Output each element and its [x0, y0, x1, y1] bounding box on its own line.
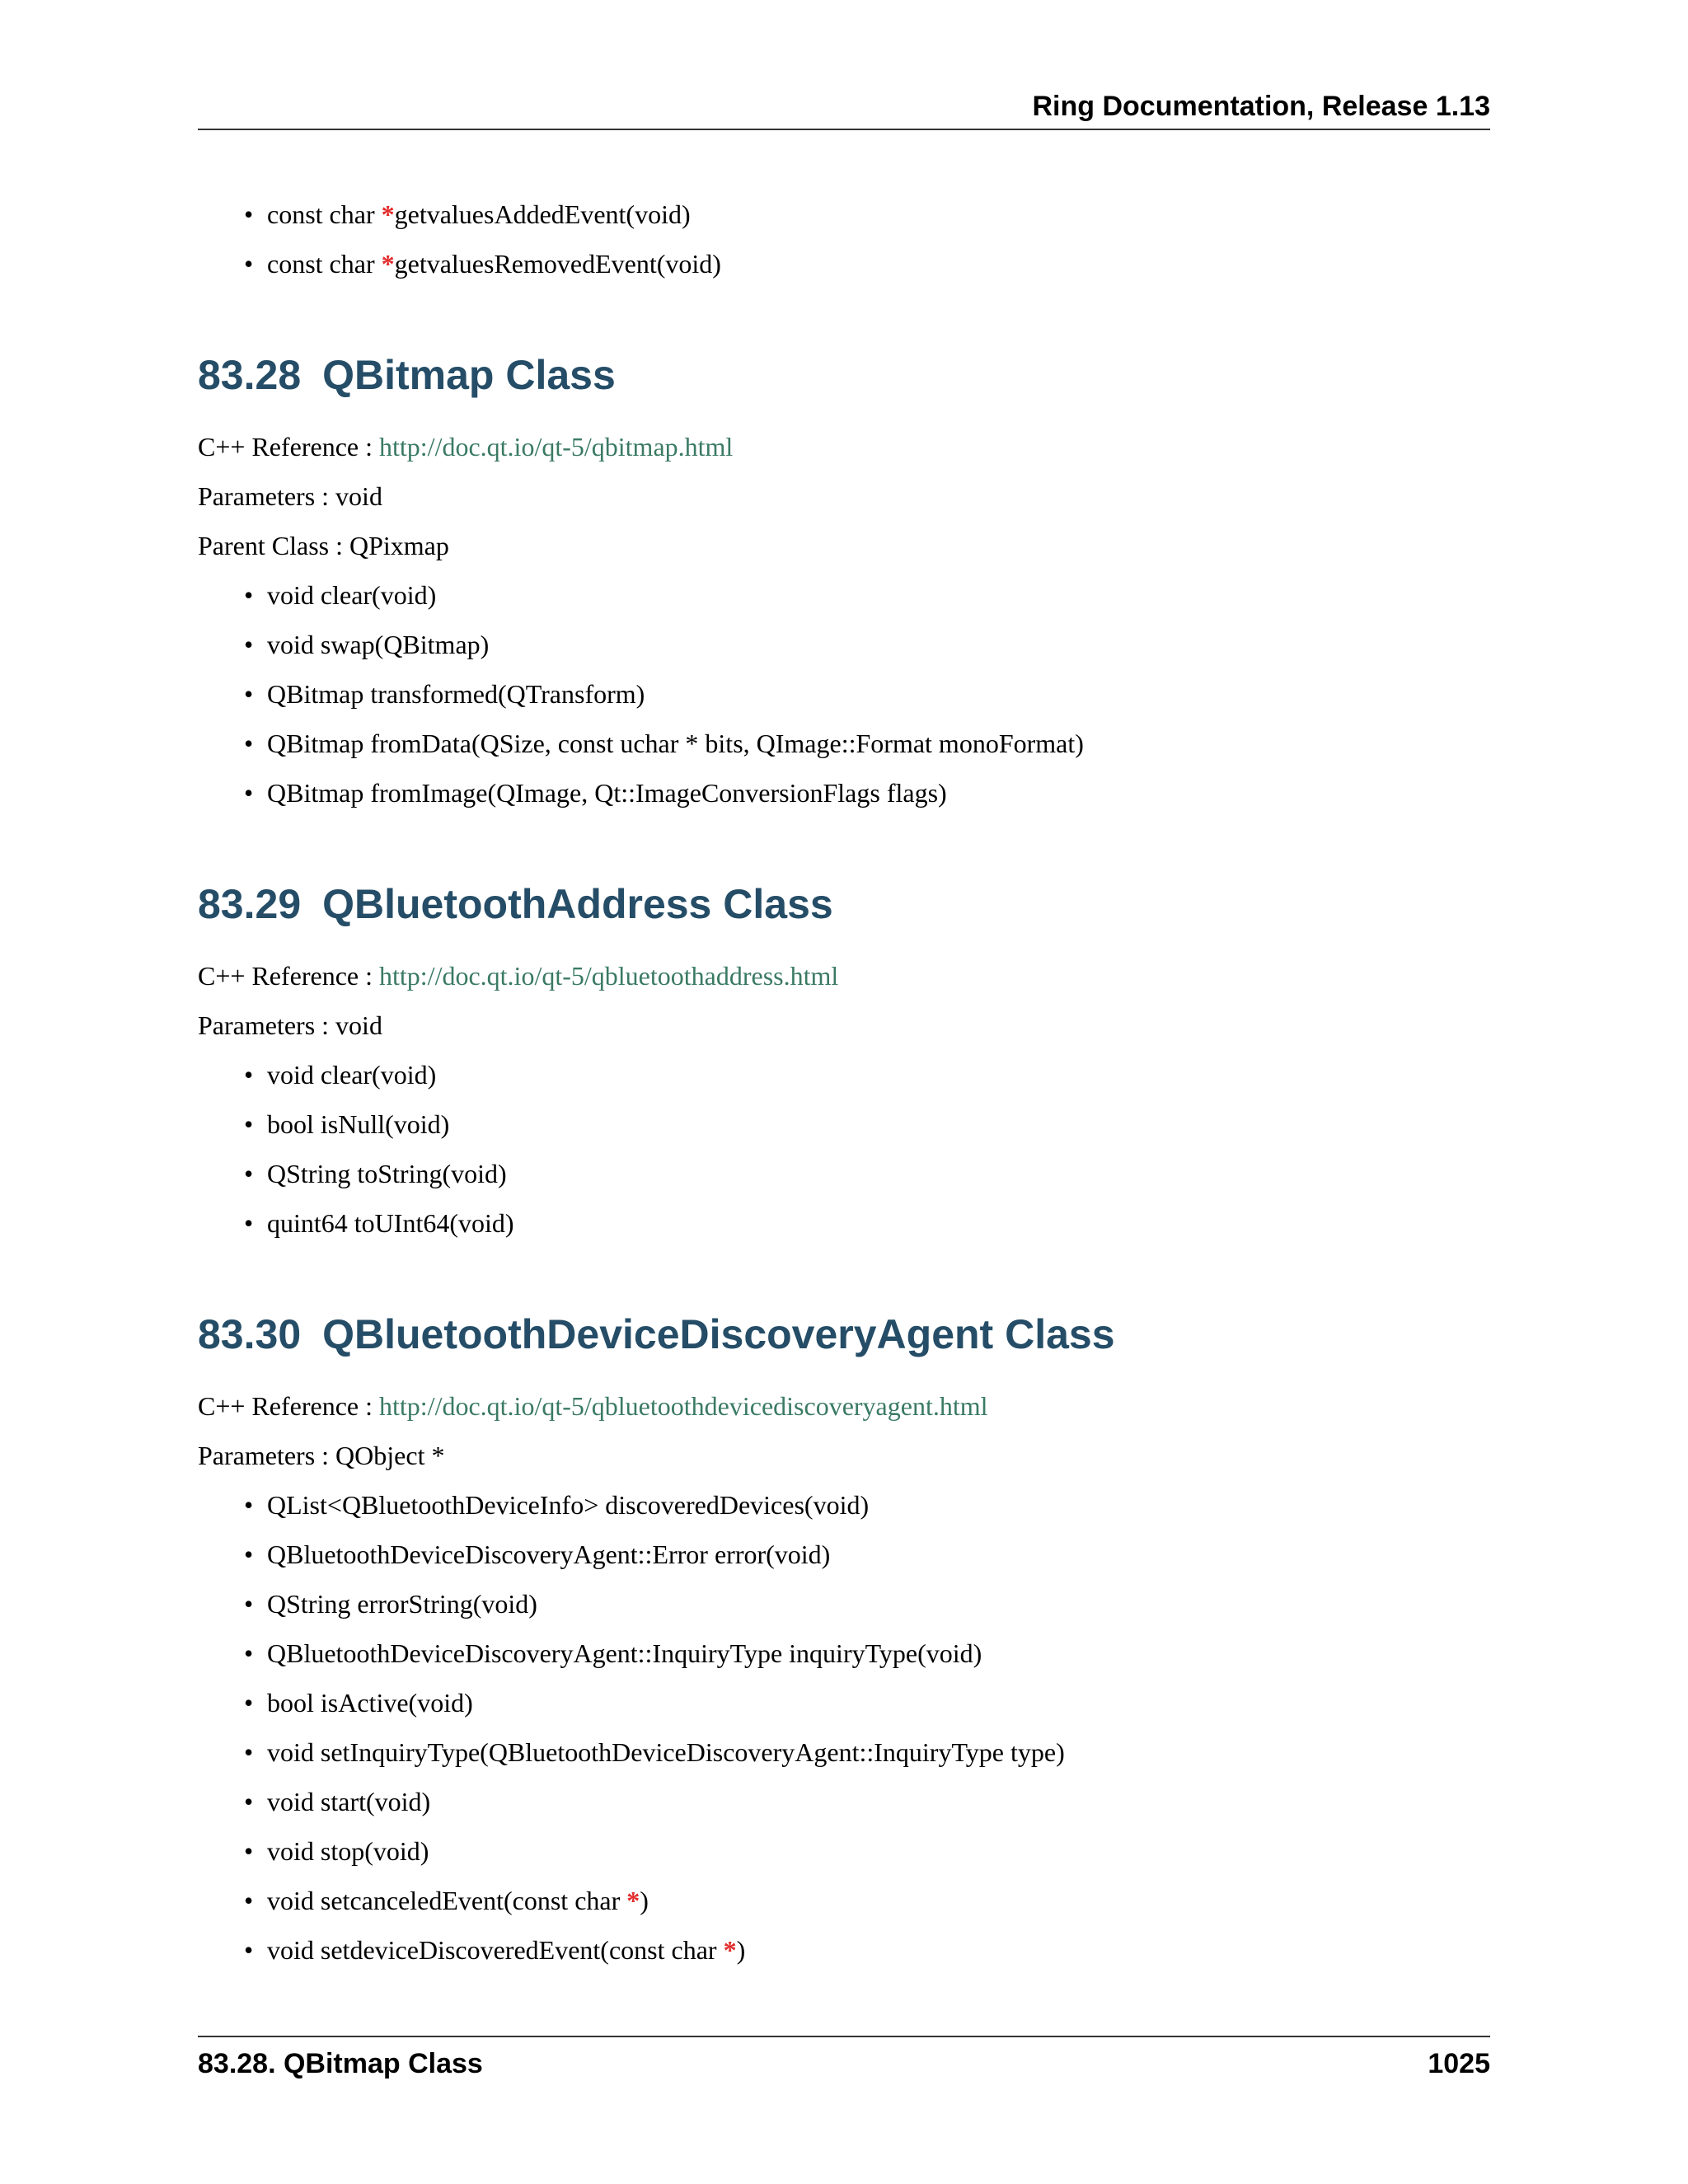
cpp-reference-link[interactable]: http://doc.qt.io/qt-5/qbitmap.html	[379, 432, 734, 462]
section-number: 83.29	[198, 881, 302, 927]
list-item: • bool isActive(void)	[198, 1678, 1490, 1727]
pointer-asterisk: *	[381, 199, 395, 229]
pointer-asterisk: *	[626, 1886, 640, 1915]
list-item: • void stop(void)	[198, 1826, 1490, 1876]
list-item: • QBluetoothDeviceDiscoveryAgent::InquiryType inquiryType(void)	[198, 1629, 1490, 1678]
parameters-line: Parameters : QObject *	[198, 1441, 445, 1470]
parameters-line: Parameters : void	[198, 1010, 382, 1040]
cpp-reference: C++ Reference : http://doc.qt.io/qt-5/qbitmap.html	[198, 432, 734, 462]
list-item: • quint64 toUInt64(void)	[198, 1198, 1490, 1248]
list-item: • QBitmap fromImage(QImage, Qt::ImageConversionFlags flags)	[198, 768, 1490, 818]
section-heading-qbitmap	[198, 340, 1490, 410]
cpp-reference: C++ Reference : http://doc.qt.io/qt-5/qbluetoothaddress.html	[198, 961, 839, 991]
method-list	[198, 1050, 1490, 1248]
section-title: QBluetoothAddress Class	[322, 881, 833, 927]
list-item: • void swap(QBitmap)	[198, 620, 1490, 669]
cpp-reference-link[interactable]: http://doc.qt.io/qt-5/qbluetoothdevicediscoveryagent.html	[379, 1391, 988, 1421]
section-number: 83.30	[198, 1311, 302, 1357]
page-content	[198, 190, 1490, 1975]
list-item: • QBluetoothDeviceDiscoveryAgent::Error error(void)	[198, 1530, 1490, 1579]
parent-class-line: Parent Class : QPixmap	[198, 531, 449, 560]
section-number: 83.28	[198, 352, 302, 398]
list-item: • void setInquiryType(QBluetoothDeviceDiscoveryAgent::InquiryType type)	[198, 1727, 1490, 1777]
section-heading-qbluetoothaddress	[198, 869, 1490, 940]
list-item: • QString errorString(void)	[198, 1579, 1490, 1629]
list-item: • void setcanceledEvent(const char *)	[198, 1876, 1490, 1925]
footer-section-title: 83.28. QBitmap Class	[198, 2048, 483, 2079]
method-list	[198, 570, 1490, 818]
section-heading-qbluetoothdevicediscoveryagent	[198, 1299, 1490, 1370]
running-header: Ring Documentation, Release 1.13	[198, 92, 1490, 130]
page-number: 1025	[1428, 2048, 1490, 2079]
list-item: • QList<QBluetoothDeviceInfo> discoveredDevices(void)	[198, 1480, 1490, 1530]
section-title: QBluetoothDeviceDiscoveryAgent Class	[322, 1311, 1115, 1357]
list-item: • void clear(void)	[198, 1050, 1490, 1099]
intro-method-list	[198, 190, 1490, 288]
pointer-asterisk: *	[381, 249, 395, 279]
list-item: • bool isNull(void)	[198, 1099, 1490, 1149]
list-item: • QBitmap transformed(QTransform)	[198, 669, 1490, 719]
pointer-asterisk: *	[723, 1935, 737, 1965]
cpp-reference: C++ Reference : http://doc.qt.io/qt-5/qbluetoothdevicediscoveryagent.html	[198, 1391, 988, 1421]
method-list	[198, 1480, 1490, 1975]
parameters-line: Parameters : void	[198, 481, 382, 511]
list-item: • QString toString(void)	[198, 1149, 1490, 1198]
list-item: • const char *getvaluesRemovedEvent(void)	[198, 239, 1490, 288]
section-title: QBitmap Class	[322, 352, 616, 398]
list-item: • void clear(void)	[198, 570, 1490, 620]
running-footer	[198, 2036, 1490, 2082]
list-item: • void start(void)	[198, 1777, 1490, 1826]
cpp-reference-link[interactable]: http://doc.qt.io/qt-5/qbluetoothaddress.html	[379, 961, 839, 991]
list-item: • const char *getvaluesAddedEvent(void)	[198, 190, 1490, 239]
list-item: • QBitmap fromData(QSize, const uchar * bits, QImage::Format monoFormat)	[198, 719, 1490, 768]
list-item: • void setdeviceDiscoveredEvent(const char *)	[198, 1925, 1490, 1975]
